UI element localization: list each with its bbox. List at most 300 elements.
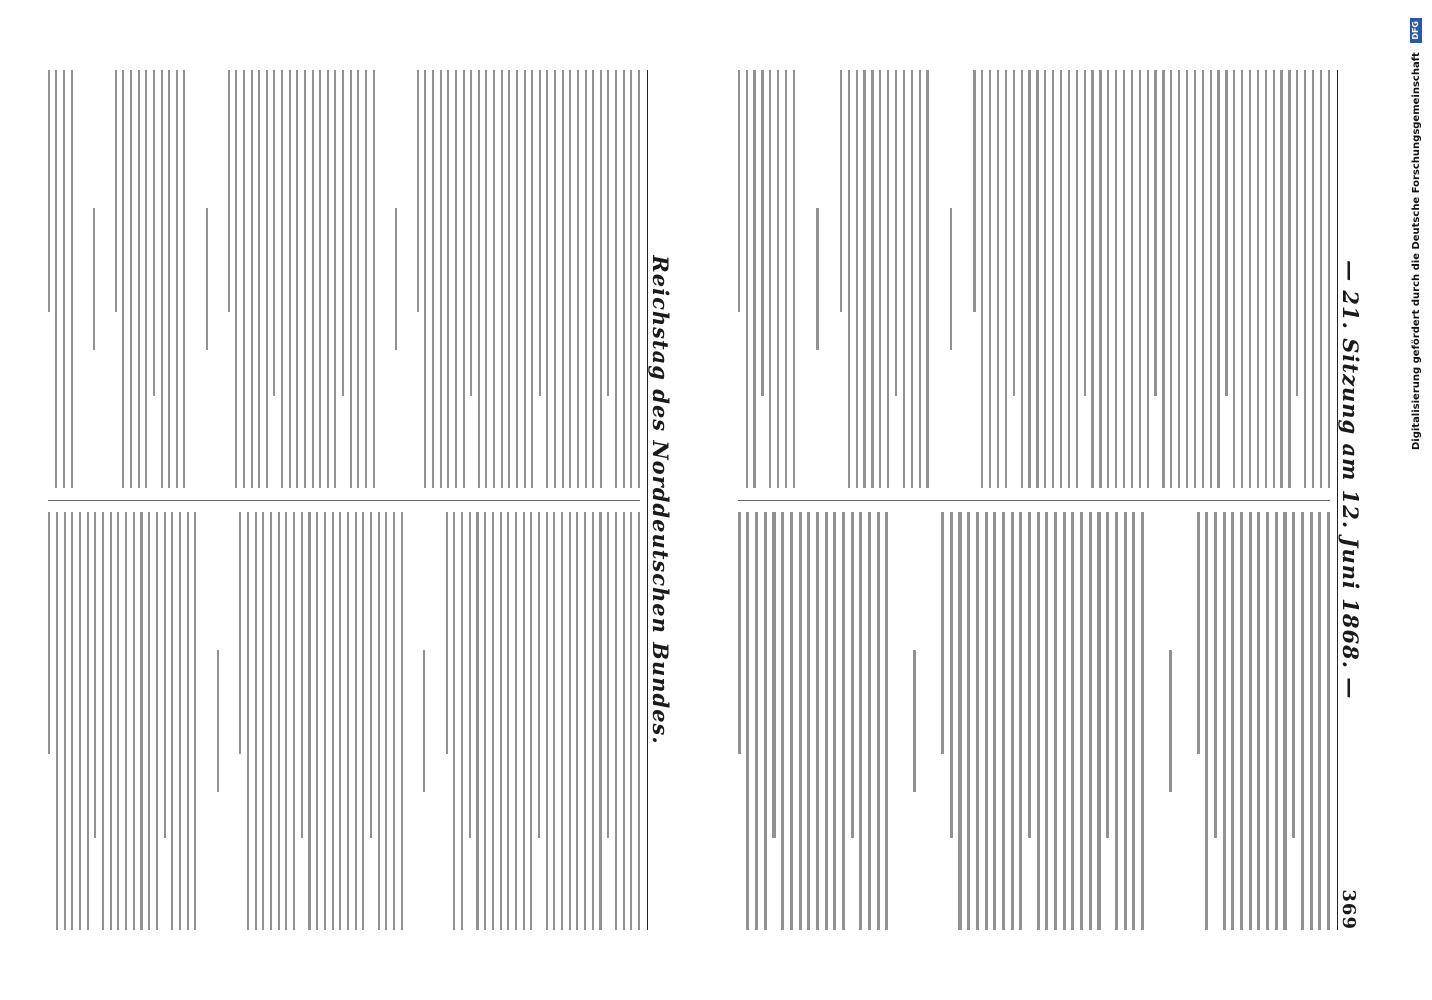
text-line-placeholder (217, 650, 219, 792)
text-line-placeholder (1210, 70, 1212, 488)
text-line-placeholder (761, 70, 763, 396)
text-line-placeholder (772, 512, 775, 838)
text-line-placeholder (48, 70, 50, 312)
text-line-placeholder (255, 512, 257, 930)
text-line-placeholder (1225, 70, 1227, 396)
text-line-placeholder (985, 512, 988, 930)
text-line-placeholder (1178, 70, 1180, 488)
text-line-placeholder (1097, 512, 1100, 930)
text-line-placeholder (478, 70, 480, 488)
text-line-placeholder (623, 512, 625, 930)
text-line-placeholder (746, 512, 749, 930)
text-line-placeholder (1115, 70, 1117, 488)
text-line-placeholder (1292, 512, 1295, 838)
text-line-placeholder (577, 70, 579, 488)
text-line-placeholder (55, 70, 57, 488)
text-line-placeholder (365, 70, 367, 488)
text-line-placeholder (1123, 70, 1125, 488)
left-page (40, 70, 680, 930)
text-column-right (738, 512, 1330, 930)
text-line-placeholder (319, 70, 321, 488)
text-line-placeholder (94, 512, 96, 838)
text-line-placeholder (531, 70, 533, 488)
text-line-placeholder (1249, 512, 1252, 930)
text-line-placeholder (1328, 70, 1330, 488)
text-line-placeholder (156, 512, 158, 930)
running-head-title: — 21. Sitzung am 12. Juni 1868. — (1338, 260, 1363, 700)
text-line-placeholder (1214, 512, 1217, 838)
text-line-placeholder (1296, 70, 1298, 396)
text-line-placeholder (941, 512, 944, 754)
text-line-placeholder (1205, 512, 1208, 930)
text-line-placeholder (235, 70, 237, 488)
text-line-placeholder (868, 512, 871, 930)
text-line-placeholder (554, 70, 556, 488)
text-line-placeholder (913, 650, 916, 792)
text-line-placeholder (258, 70, 260, 488)
text-line-placeholder (738, 512, 741, 754)
text-line-placeholder (1037, 512, 1040, 930)
text-line-placeholder (447, 70, 449, 488)
text-line-placeholder (753, 70, 755, 488)
text-line-placeholder (79, 512, 81, 930)
text-line-placeholder (599, 512, 601, 930)
paragraph-gap (213, 70, 222, 488)
text-line-placeholder (164, 512, 166, 838)
text-line-placeholder (273, 70, 275, 396)
text-line-placeholder (950, 512, 953, 838)
text-line-placeholder (1170, 70, 1172, 488)
text-line-placeholder (638, 512, 640, 930)
text-line-placeholder (115, 70, 117, 312)
text-line-placeholder (976, 512, 979, 930)
text-line-placeholder (183, 70, 185, 488)
text-line-placeholder (1186, 70, 1188, 488)
text-line-placeholder (324, 512, 326, 930)
text-line-placeholder (1257, 512, 1260, 930)
text-line-placeholder (130, 70, 132, 488)
text-line-placeholder (515, 512, 517, 930)
text-line-placeholder (446, 512, 448, 754)
text-line-placeholder (1318, 512, 1321, 930)
text-line-placeholder (393, 512, 395, 930)
text-line-placeholder (738, 70, 740, 312)
text-line-placeholder (378, 512, 380, 930)
text-line-placeholder (1139, 70, 1141, 488)
text-line-placeholder (523, 512, 525, 930)
text-line-placeholder (289, 70, 291, 488)
text-line-placeholder (516, 70, 518, 488)
text-line-placeholder (1106, 512, 1109, 838)
text-line-placeholder (607, 512, 609, 838)
text-line-placeholder (440, 70, 442, 488)
digitisation-notice-text (1406, 8, 1428, 992)
text-line-placeholder (1194, 70, 1196, 488)
text-line-placeholder (179, 512, 181, 930)
text-line-placeholder (362, 512, 364, 930)
text-line-placeholder (476, 512, 478, 930)
text-line-placeholder (1002, 512, 1005, 930)
text-line-placeholder (507, 512, 509, 930)
text-line-placeholder (463, 70, 465, 488)
text-line-placeholder (546, 70, 548, 488)
paragraph-gap (202, 512, 211, 930)
text-line-placeholder (615, 512, 617, 930)
text-line-placeholder (148, 512, 150, 930)
text-line-placeholder (168, 70, 170, 488)
text-line-placeholder (56, 512, 58, 930)
text-line-placeholder (859, 512, 862, 930)
page-number: 369 (1338, 889, 1359, 930)
text-line-placeholder (153, 70, 155, 396)
text-line-placeholder (1240, 512, 1243, 930)
text-line-placeholder (1021, 70, 1023, 488)
text-line-placeholder (877, 512, 880, 930)
text-line-placeholder (1060, 70, 1062, 488)
text-line-placeholder (1310, 512, 1313, 930)
text-line-placeholder (455, 70, 457, 488)
text-line-placeholder (842, 512, 845, 930)
text-line-placeholder (1304, 70, 1306, 488)
text-line-placeholder (385, 512, 387, 930)
text-line-placeholder (600, 70, 602, 488)
text-line-placeholder (562, 70, 564, 488)
text-line-placeholder (584, 512, 586, 930)
text-line-placeholder (1091, 70, 1093, 488)
text-line-placeholder (1327, 512, 1330, 930)
text-line-placeholder (469, 512, 471, 838)
text-line-placeholder (110, 512, 112, 930)
paragraph-gap (934, 70, 944, 488)
text-line-placeholder (967, 512, 970, 930)
running-head-left (647, 70, 680, 930)
column-rule (48, 500, 640, 501)
running-head-right (1337, 70, 1370, 930)
text-line-placeholder (569, 512, 571, 930)
text-line-placeholder (243, 70, 245, 488)
text-line-placeholder (270, 512, 272, 930)
text-line-placeholder (1063, 512, 1066, 930)
text-line-placeholder (524, 70, 526, 488)
text-line-placeholder (1197, 512, 1200, 754)
text-line-placeholder (493, 70, 495, 488)
text-line-placeholder (140, 512, 142, 930)
text-line-placeholder (592, 70, 594, 488)
text-line-placeholder (903, 70, 905, 488)
running-head-title: Reichstag des Norddeutschen Bundes. (648, 255, 673, 745)
text-line-placeholder (228, 70, 230, 312)
text-line-placeholder (1265, 70, 1267, 488)
text-line-placeholder (355, 512, 357, 930)
text-line-placeholder (799, 512, 802, 930)
digitisation-notice (1406, 8, 1428, 992)
text-line-placeholder (401, 512, 403, 930)
paragraph-gap (402, 70, 411, 488)
text-line-placeholder (64, 512, 66, 930)
text-line-placeholder (1044, 70, 1046, 488)
column-rule (738, 500, 1330, 501)
text-column-left (48, 70, 640, 488)
text-line-placeholder (194, 512, 196, 930)
text-line-placeholder (1107, 70, 1109, 488)
text-line-placeholder (993, 512, 996, 930)
text-line-placeholder (316, 512, 318, 930)
text-line-placeholder (296, 70, 298, 488)
text-line-placeholder (1273, 70, 1275, 488)
text-line-placeholder (538, 512, 540, 838)
text-line-placeholder (1275, 512, 1278, 930)
paragraph-gap (408, 512, 417, 930)
text-line-placeholder (981, 70, 983, 488)
text-line-placeholder (856, 70, 858, 488)
text-line-placeholder (623, 70, 625, 488)
paragraph-gap (78, 70, 87, 488)
text-line-placeholder (1141, 512, 1144, 930)
text-line-placeholder (781, 512, 784, 930)
text-line-placeholder (501, 70, 503, 488)
text-line-placeholder (1266, 512, 1269, 930)
text-line-placeholder (423, 650, 425, 792)
text-line-placeholder (1217, 70, 1219, 488)
text-line-placeholder (122, 70, 124, 488)
text-line-placeholder (1288, 70, 1290, 488)
text-line-placeholder (187, 512, 189, 930)
text-line-placeholder (1223, 512, 1226, 930)
text-line-placeholder (71, 512, 73, 930)
text-line-placeholder (1280, 70, 1282, 488)
text-line-placeholder (1080, 512, 1083, 930)
text-line-placeholder (755, 512, 758, 930)
text-line-placeholder (342, 70, 344, 396)
text-line-placeholder (334, 70, 336, 488)
text-line-placeholder (871, 70, 873, 488)
text-line-placeholder (895, 70, 897, 396)
text-line-placeholder (63, 70, 65, 488)
text-line-placeholder (1076, 70, 1078, 488)
paragraph-gap (1150, 512, 1164, 930)
text-column-left (738, 70, 1330, 488)
paragraph-gap (801, 70, 811, 488)
text-line-placeholder (508, 70, 510, 488)
text-line-placeholder (93, 208, 95, 350)
paragraph-gap (824, 70, 834, 488)
text-line-placeholder (1154, 70, 1156, 396)
text-line-placeholder (251, 70, 253, 488)
text-column-right (48, 512, 640, 930)
text-line-placeholder (171, 512, 173, 930)
text-line-placeholder (793, 70, 795, 488)
right-page (730, 70, 1370, 930)
text-line-placeholder (1045, 512, 1048, 930)
text-line-placeholder (453, 512, 455, 930)
text-line-placeholder (926, 70, 928, 488)
text-line-placeholder (357, 70, 359, 488)
text-line-placeholder (607, 70, 609, 396)
paragraph-gap (224, 512, 233, 930)
text-line-placeholder (1202, 70, 1204, 488)
text-line-placeholder (500, 512, 502, 930)
text-line-placeholder (1013, 70, 1015, 396)
text-line-placeholder (777, 70, 779, 488)
text-line-placeholder (1257, 70, 1259, 488)
text-line-placeholder (1115, 512, 1118, 930)
text-line-placeholder (339, 512, 341, 930)
text-line-placeholder (848, 70, 850, 488)
text-line-placeholder (1241, 70, 1243, 488)
paragraph-gap (958, 70, 968, 488)
text-line-placeholder (1068, 70, 1070, 488)
text-line-placeholder (304, 70, 306, 488)
text-line-placeholder (569, 70, 571, 488)
text-line-placeholder (1019, 512, 1022, 930)
text-line-placeholder (1162, 70, 1164, 488)
text-line-placeholder (1011, 512, 1014, 930)
text-line-placeholder (461, 512, 463, 930)
text-line-placeholder (630, 512, 632, 930)
text-line-placeholder (785, 70, 787, 488)
text-line-placeholder (1005, 70, 1007, 488)
text-line-placeholder (592, 512, 594, 930)
paragraph-gap (1177, 512, 1191, 930)
paragraph-gap (894, 512, 908, 930)
text-line-placeholder (1089, 512, 1092, 930)
text-line-placeholder (327, 70, 329, 488)
text-line-placeholder (1084, 70, 1086, 396)
text-line-placeholder (373, 70, 375, 488)
dfg-logo: DFG (1410, 18, 1422, 43)
text-line-placeholder (417, 70, 419, 312)
text-line-placeholder (615, 70, 617, 488)
text-line-placeholder (1028, 512, 1031, 838)
text-line-placeholder (851, 512, 854, 838)
paragraph-gap (100, 70, 109, 488)
text-line-placeholder (484, 512, 486, 930)
text-line-placeholder (492, 512, 494, 930)
text-line-placeholder (239, 512, 241, 754)
text-line-placeholder (840, 70, 842, 312)
text-line-placeholder (48, 512, 50, 754)
text-line-placeholder (816, 208, 818, 350)
text-line-placeholder (102, 512, 104, 930)
text-line-placeholder (919, 70, 921, 488)
text-line-placeholder (833, 512, 836, 930)
paragraph-gap (922, 512, 936, 930)
text-line-placeholder (950, 208, 952, 350)
text-line-placeholder (312, 70, 314, 488)
text-line-placeholder (1249, 70, 1251, 488)
text-line-placeholder (347, 512, 349, 930)
text-line-placeholder (266, 70, 268, 488)
text-line-placeholder (1052, 70, 1054, 488)
text-line-placeholder (561, 512, 563, 930)
text-line-placeholder (585, 70, 587, 488)
text-line-placeholder (885, 512, 888, 930)
text-line-placeholder (133, 512, 135, 930)
text-line-placeholder (1231, 512, 1234, 930)
text-line-placeholder (350, 70, 352, 488)
text-line-placeholder (247, 512, 249, 930)
text-line-placeholder (161, 70, 163, 488)
text-line-placeholder (424, 70, 426, 488)
text-line-placeholder (176, 70, 178, 488)
text-line-placeholder (1071, 512, 1074, 930)
text-line-placeholder (301, 512, 303, 838)
text-line-placeholder (1233, 70, 1235, 488)
text-line-placeholder (553, 512, 555, 930)
text-line-placeholder (1132, 512, 1135, 930)
text-line-placeholder (1283, 512, 1286, 930)
text-line-placeholder (911, 70, 913, 488)
text-line-placeholder (432, 70, 434, 488)
text-line-placeholder (308, 512, 310, 930)
text-line-placeholder (576, 512, 578, 930)
text-line-placeholder (87, 512, 89, 930)
text-line-placeholder (546, 512, 548, 930)
text-line-placeholder (1169, 650, 1172, 792)
text-line-placeholder (281, 70, 283, 488)
text-line-placeholder (1036, 70, 1038, 488)
text-line-placeholder (630, 70, 632, 488)
text-line-placeholder (764, 512, 767, 930)
text-line-placeholder (807, 512, 810, 930)
text-line-placeholder (863, 70, 865, 488)
text-line-placeholder (138, 70, 140, 488)
text-line-placeholder (887, 70, 889, 488)
text-line-placeholder (1099, 70, 1101, 488)
text-line-placeholder (485, 70, 487, 488)
paragraph-gap (431, 512, 440, 930)
text-line-placeholder (816, 512, 819, 930)
text-line-placeholder (332, 512, 334, 930)
text-line-placeholder (1131, 70, 1133, 488)
text-line-placeholder (790, 512, 793, 930)
text-line-placeholder (530, 512, 532, 930)
text-line-placeholder (1028, 70, 1030, 488)
text-line-placeholder (370, 512, 372, 838)
text-line-placeholder (285, 512, 287, 930)
text-line-placeholder (206, 208, 208, 350)
notice-text: Digitalisierung gefördert durch die Deutsche Forschungsgemeinschaft (1411, 52, 1422, 451)
text-line-placeholder (125, 512, 127, 930)
text-line-placeholder (958, 512, 961, 930)
text-line-placeholder (769, 70, 771, 488)
text-line-placeholder (1312, 70, 1314, 488)
paragraph-gap (380, 70, 389, 488)
text-line-placeholder (145, 70, 147, 488)
paragraph-gap (191, 70, 200, 488)
text-line-placeholder (989, 70, 991, 488)
text-line-placeholder (293, 512, 295, 930)
text-line-placeholder (997, 70, 999, 488)
text-line-placeholder (1301, 512, 1304, 930)
text-line-placeholder (395, 208, 397, 350)
text-line-placeholder (1124, 512, 1127, 930)
text-line-placeholder (117, 512, 119, 930)
text-line-placeholder (638, 70, 640, 488)
text-line-placeholder (825, 512, 828, 930)
text-line-placeholder (1054, 512, 1057, 930)
text-line-placeholder (278, 512, 280, 930)
text-line-placeholder (71, 70, 73, 488)
text-line-placeholder (1147, 70, 1149, 488)
text-line-placeholder (262, 512, 264, 930)
text-line-placeholder (746, 70, 748, 488)
text-line-placeholder (539, 70, 541, 396)
text-line-placeholder (973, 70, 975, 312)
text-line-placeholder (879, 70, 881, 488)
text-line-placeholder (470, 70, 472, 396)
text-line-placeholder (1320, 70, 1322, 488)
